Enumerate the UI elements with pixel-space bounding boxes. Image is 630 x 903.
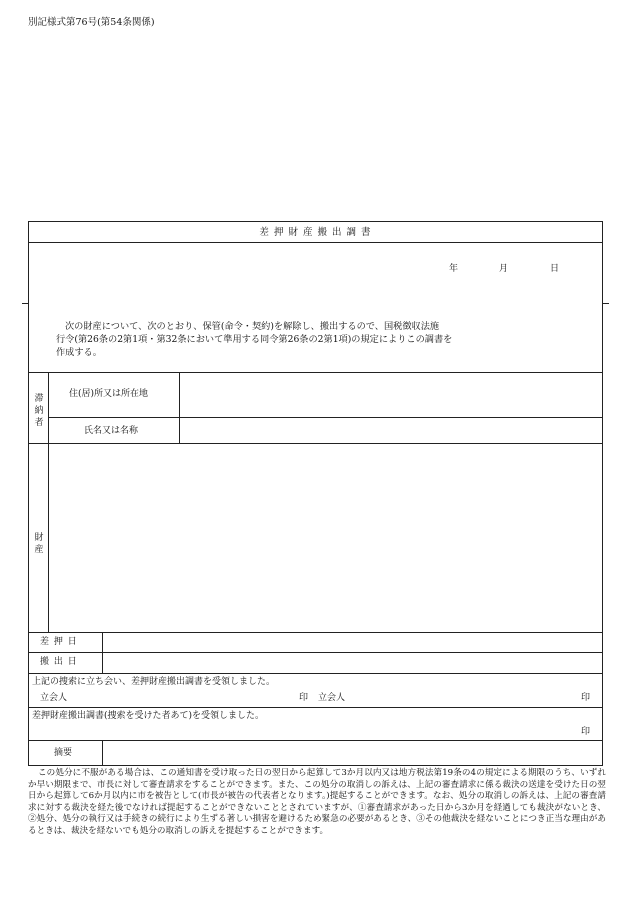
form-title: 差 押 財 産 搬 出 調 書 [259,227,372,238]
body-line-1: 次の財産について、次のとおり、保管(命令・契約)を解除し、搬出するので、国税徴収法施 [65,321,440,332]
body-line-3: 作成する。 [56,347,102,358]
date-day-label: 日 [550,264,560,274]
right-margin-mark [603,303,609,304]
property-label: 財産 [34,533,44,555]
receipt-seal: 印 [581,727,591,737]
remarks-field[interactable] [103,741,601,765]
witness-right-label: 立会人 [318,693,346,703]
form-reference-label: 別記様式第76号(第54条関係) [28,17,155,28]
date-month-label: 月 [499,264,509,274]
delinquent-label: 滞納者 [34,394,44,428]
seizure-date-field[interactable] [103,633,601,652]
witness-left-label: 立会人 [40,693,68,703]
witness-divider [29,707,602,708]
witness-statement: 上記の捜索に立ち会い、差押財産搬出調書を受領しました。 [32,677,276,687]
witness-left-seal: 印 [299,693,309,703]
appeal-notice-text: この処分に不服がある場合は、この通知書を受け取った日の翌日から起算して3か月以内又は地方税法第19条の4の規定による期限のうち、いずれか早い期限まで、市長に対して審査請求をすることができます。また、この処分の取消しの訴えは、上記の審査請求に係る裁決の送達を受けた日の翌日から起算して6か月以内に市を被告として(市長が被告の代表者となります。)提起することができます。なお、処分の取消しの訴えは、上記の審査請求に対する裁決を経た後でなければ提起することができないこととされていますが、①審査請求があった日から3か月を経過しても裁決がないとき、②処分、処分の執行又は手続きの続行により生ずる著しい損害を避けるため緊急の必要があるとき、③その他裁決を経ないことにつき正当な理由があるときは、裁決を経ないでも処分の取消しの訴えを提起することができます。 [28,768,606,836]
property-field[interactable] [49,444,601,631]
removal-date-field[interactable] [103,653,601,672]
body-line-2: 行令(第26条の2第1項・第32条において準用する同令第26条の2第1項)の規定によりこの調書を [56,334,453,345]
title-divider [29,242,602,243]
receipt-statement: 差押財産搬出調書(捜索を受けた者あて)を受領しました。 [32,711,265,721]
removal-date-divider [29,673,602,674]
date-year-label: 年 [449,264,459,274]
name-field[interactable] [180,418,601,442]
remarks-label: 摘要 [54,748,73,758]
appeal-notice [28,768,606,838]
address-field[interactable] [180,373,601,416]
address-label: 住(居)所又は所在地 [69,389,149,399]
witness-right-seal: 印 [581,693,591,703]
removal-date-label: 搬 出 日 [40,657,78,667]
name-label: 氏名又は名称 [84,426,139,436]
seizure-date-label: 差 押 日 [40,637,78,647]
seizure-removal-form [28,221,603,766]
